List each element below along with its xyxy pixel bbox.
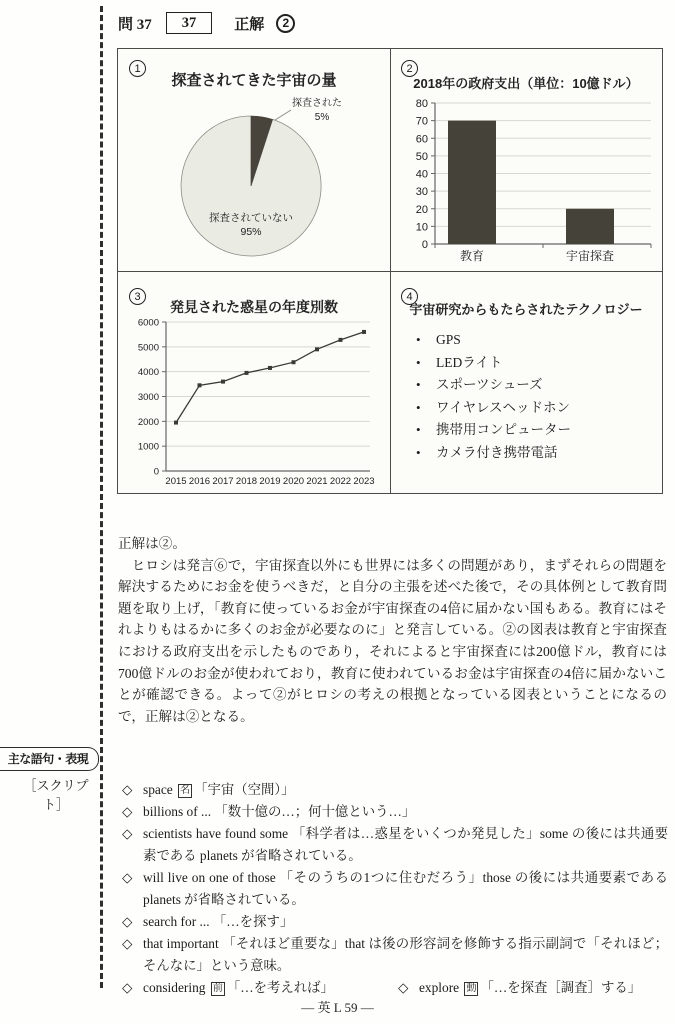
bullet-icon: • xyxy=(416,444,421,460)
tech-list-title: 宇宙研究からもたらされたテクノロジー xyxy=(409,302,643,317)
explanation-body: ヒロシは発言⑥で，宇宙探査以外にも世界には多くの問題があり，まずそれらの問題を解決するためにお金を使うべきだ，と自分の主張を述べた後で，その具体例として教育問題を取り上げ，「教育に使っているお金が宇宙探査の4倍に届かない国もある。教育にはそれよりもはるかに多くのお金が必要なのに」と発言している。②の図表は教育と宇宙探査における政府支出を示したものであり，それによると宇宙探査には200億ドル，教育には700億ドルのお金が使われており，教育に使われているお金は宇宙探査の4倍に届かないことが確認できる。よって②がヒロシの考えの根拠となっている図表ということになるので，正解は②となる。 xyxy=(118,557,667,724)
vocab-item xyxy=(398,977,641,999)
svg-text:2021: 2021 xyxy=(306,476,328,487)
vocab-japanese: 「宇宙（空間）」 xyxy=(194,782,295,797)
data-point xyxy=(339,338,343,342)
vocab-english: explore xyxy=(418,980,463,995)
data-point xyxy=(221,380,225,384)
explanation-answer-line: 正解は②。 xyxy=(118,536,186,551)
svg-text:0: 0 xyxy=(153,466,159,478)
vocab-english: billions of ... xyxy=(143,804,215,819)
svg-text:10: 10 xyxy=(415,221,428,234)
tech-item-label: スポーツシューズ xyxy=(436,377,543,392)
vocab-japanese: 「…を考えれば」 xyxy=(226,980,334,995)
tech-item-label: GPS xyxy=(436,332,461,347)
part-of-speech-box: 前 xyxy=(212,983,223,994)
data-point xyxy=(268,366,272,370)
vocab-english: space xyxy=(143,782,177,797)
figure-3-line-panel xyxy=(118,271,390,493)
vocab-item xyxy=(122,801,668,823)
diamond-icon: ◇ xyxy=(122,980,133,995)
svg-text:80: 80 xyxy=(415,98,428,110)
left-dashed-divider xyxy=(100,6,103,988)
diamond-icon: ◇ xyxy=(397,980,409,995)
svg-text:5%: 5% xyxy=(314,112,330,123)
bar-教育 xyxy=(448,121,496,244)
tech-list-item xyxy=(416,378,571,392)
svg-text:3000: 3000 xyxy=(137,392,159,403)
svg-text:40: 40 xyxy=(415,168,428,181)
question-label: 問 37 xyxy=(118,16,152,33)
tech-item-label: 携帯用コンピューター xyxy=(436,422,571,437)
figure-1-number: 1 xyxy=(129,60,146,77)
figure-4-tech-panel xyxy=(390,271,662,493)
svg-text:5000: 5000 xyxy=(137,342,159,354)
vocab-item xyxy=(122,933,668,977)
page-footer: ― 英 L 59 ― xyxy=(301,1000,374,1015)
data-point xyxy=(198,383,202,387)
vocab-english: search for ... xyxy=(143,914,213,929)
svg-text:2015: 2015 xyxy=(165,476,187,487)
explanation-block xyxy=(118,533,667,727)
vocab-item xyxy=(122,977,334,999)
bullet-icon: • xyxy=(416,399,421,415)
diamond-icon: ◇ xyxy=(122,804,133,819)
figure-4-number: 4 xyxy=(401,288,418,305)
svg-text:30: 30 xyxy=(415,186,428,199)
question-number-box: 37 xyxy=(166,12,213,34)
vocab-english: that important xyxy=(143,936,223,951)
svg-text:探査された: 探査された xyxy=(292,98,342,109)
vocab-english: considering xyxy=(143,980,209,995)
figure-1-pie-panel xyxy=(118,49,390,271)
svg-text:2020: 2020 xyxy=(282,476,305,487)
data-point xyxy=(292,360,296,364)
data-point xyxy=(315,347,319,351)
vocab-japanese: 「…を探査［調査］する」 xyxy=(480,980,642,995)
vocab-inline-row xyxy=(122,977,668,999)
svg-text:6000: 6000 xyxy=(137,317,159,329)
tech-item-label: ワイヤレスヘッドホン xyxy=(436,399,571,415)
data-point xyxy=(245,371,249,375)
diamond-icon: ◇ xyxy=(122,782,133,797)
tech-item-label: LEDライト xyxy=(436,354,503,370)
vocab-item xyxy=(122,823,668,867)
svg-text:探査されていない: 探査されていない xyxy=(209,212,293,224)
vocab-list xyxy=(122,779,668,999)
vocab-english: will live on one of those xyxy=(143,870,280,885)
bar-chart-title: 2018年の政府支出（単位：10億ドル） xyxy=(413,76,639,91)
tech-list-item xyxy=(416,446,571,460)
diamond-icon: ◇ xyxy=(122,870,133,885)
question-header xyxy=(118,12,295,34)
vocab-japanese: 「数十億の…；何十億という…」 xyxy=(214,804,416,819)
data-point xyxy=(362,330,366,334)
svg-text:2019: 2019 xyxy=(259,476,281,487)
vocab-japanese: 「それほど重要な」that は後の形容詞を修飾する指示副詞で「それほど；そんなに」という意味。 xyxy=(143,936,668,973)
tech-list-item xyxy=(416,401,571,415)
vocab-japanese: 「そのうちの1つに住むだろう」those の後には共通要素である planets が省略されている。 xyxy=(143,870,668,907)
svg-text:4000: 4000 xyxy=(137,367,159,379)
data-point xyxy=(174,421,178,425)
pie-chart-title: 探査されてきた宇宙の量 xyxy=(171,72,337,89)
bullet-icon: • xyxy=(416,422,421,437)
svg-text:2022: 2022 xyxy=(329,476,352,487)
svg-text:2023: 2023 xyxy=(353,476,375,487)
svg-text:1000: 1000 xyxy=(137,441,159,453)
part-of-speech-box: 動 xyxy=(466,983,477,994)
tech-list-item xyxy=(416,423,571,437)
figure-grid xyxy=(117,48,663,494)
vocab-item xyxy=(122,779,668,801)
bar-宇宙探査 xyxy=(566,209,614,244)
tech-list xyxy=(416,333,571,468)
vocab-item xyxy=(122,867,668,911)
svg-text:20: 20 xyxy=(415,203,428,216)
svg-text:0: 0 xyxy=(421,239,428,251)
tech-list-item xyxy=(416,333,571,347)
part-of-speech-box: 名 xyxy=(180,785,191,796)
svg-text:教育: 教育 xyxy=(459,249,485,263)
bullet-icon: • xyxy=(416,332,421,347)
vocab-japanese: 「…を探す」 xyxy=(212,914,294,929)
tech-list-item xyxy=(416,356,571,370)
svg-text:2000: 2000 xyxy=(137,416,159,428)
svg-text:50: 50 xyxy=(415,150,428,163)
diamond-icon: ◇ xyxy=(122,826,133,841)
vocab-english: scientists have found some xyxy=(143,826,292,841)
answer-number-badge: 2 xyxy=(276,14,295,33)
diamond-icon: ◇ xyxy=(122,914,133,929)
script-label: ［スクリプト］ xyxy=(23,778,89,812)
pie-callout-leader xyxy=(275,110,291,120)
svg-text:2017: 2017 xyxy=(212,476,234,487)
svg-text:2018: 2018 xyxy=(235,476,258,487)
answer-label: 正解 xyxy=(234,16,265,33)
tech-item-label: カメラ付き携帯電話 xyxy=(436,444,558,460)
vocab-item xyxy=(122,911,668,933)
line-series xyxy=(176,332,364,423)
diamond-icon: ◇ xyxy=(122,936,133,951)
line-chart-title: 発見された惑星の年度別数 xyxy=(170,299,338,315)
figure-3-number: 3 xyxy=(129,288,146,305)
vocab-japanese: 「科学者は…惑星をいくつか発見した」some の後には共通要素である planets が省略されている。 xyxy=(143,826,668,863)
bullet-icon: • xyxy=(416,354,421,370)
bullet-icon: • xyxy=(416,377,421,392)
svg-text:宇宙探査: 宇宙探査 xyxy=(565,249,615,263)
svg-text:95%: 95% xyxy=(240,226,262,238)
figure-2-bar-panel xyxy=(390,49,662,271)
svg-text:60: 60 xyxy=(415,133,428,146)
vocab-section-label: 主な語句・表現 xyxy=(0,747,99,771)
svg-text:70: 70 xyxy=(415,115,428,128)
figure-2-number: 2 xyxy=(401,60,418,77)
svg-text:2016: 2016 xyxy=(188,476,211,487)
